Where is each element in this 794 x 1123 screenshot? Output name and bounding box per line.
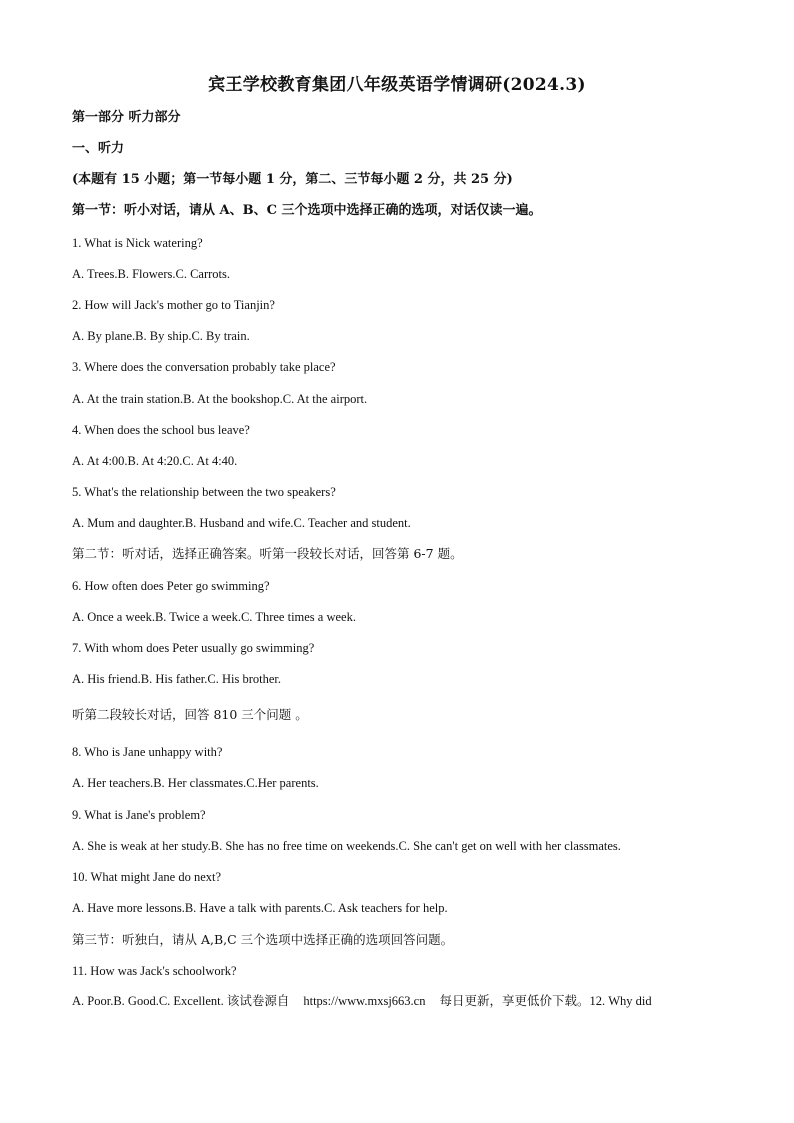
question-2-options: A. By plane.B. By ship.C. By train. <box>72 329 250 343</box>
source-link[interactable]: https://www.mxsj663.cn <box>303 994 426 1008</box>
question-5-options: A. Mum and daughter.B. Husband and wife.C. Teacher and student. <box>72 516 411 530</box>
question-10-options: A. Have more lessons.B. Have a talk with parents.C. Ask teachers for help. <box>72 901 448 915</box>
question-7: 7. With whom does Peter usually go swimming? <box>72 641 315 655</box>
question-5: 5. What's the relationship between the two speakers? <box>72 485 336 499</box>
question-2: 2. How will Jack's mother go to Tianjin? <box>72 298 275 312</box>
question-3: 3. Where does the conversation probably take place? <box>72 360 336 374</box>
question-9-options: A. She is weak at her study.B. She has no free time on weekends.C. She can't get on well with her classmates. <box>72 839 621 853</box>
question-8-options: A. Her teachers.B. Her classmates.C.Her parents. <box>72 776 319 790</box>
question-9: 9. What is Jane's problem? <box>72 808 206 822</box>
section-two-heading: 第二节：听对话，选择正确答案。听第一段较长对话，回答第 6-7 题。 <box>72 546 463 561</box>
question-11-options: A. Poor.B. Good.C. Excellent. 该试卷源自 <box>72 994 290 1008</box>
section-three-heading: 第三节：听独白，请从 A,B,C 三个选项中选择正确的选项回答问题。 <box>72 932 454 947</box>
question-11-options-line <box>72 993 652 1009</box>
question-4: 4. When does the school bus leave? <box>72 423 250 437</box>
instructions-text: (本题有 15 小题；第一节每小题 1 分，第二、三节每小题 2 分，共 25 分) <box>72 172 513 187</box>
question-4-options: A. At 4:00.B. At 4:20.C. At 4:40. <box>72 454 238 468</box>
question-8: 8. Who is Jane unhappy with? <box>72 745 223 759</box>
trailing-text: 每日更新，享更低价下载。12. Why did <box>439 994 652 1008</box>
question-3-options: A. At the train station.B. At the bookshop.C. At the airport. <box>72 392 368 406</box>
question-1: 1. What is Nick watering? <box>72 236 203 250</box>
section-one-heading: 第一节：听小对话，请从 A、B、C 三个选项中选择正确的选项，对话仅读一遍。 <box>72 203 542 218</box>
question-6-options: A. Once a week.B. Twice a week.C. Three times a week. <box>72 610 356 624</box>
part-one-heading: 第一部分 听力部分 <box>72 110 181 125</box>
question-1-options: A. Trees.B. Flowers.C. Carrots. <box>72 267 230 281</box>
question-11: 11. How was Jack's schoolwork? <box>72 964 237 978</box>
question-10: 10. What might Jane do next? <box>72 870 222 884</box>
page-title: 宾王学校教育集团八年级英语学情调研(2024.3) <box>208 75 586 95</box>
question-7-options: A. His friend.B. His father.C. His brother. <box>72 672 282 686</box>
dialogue-two-heading: 听第二段较长对话，回答 810 三个问题 。 <box>72 707 308 722</box>
listening-heading: 一、听力 <box>72 141 125 156</box>
question-6: 6. How often does Peter go swimming? <box>72 579 270 593</box>
